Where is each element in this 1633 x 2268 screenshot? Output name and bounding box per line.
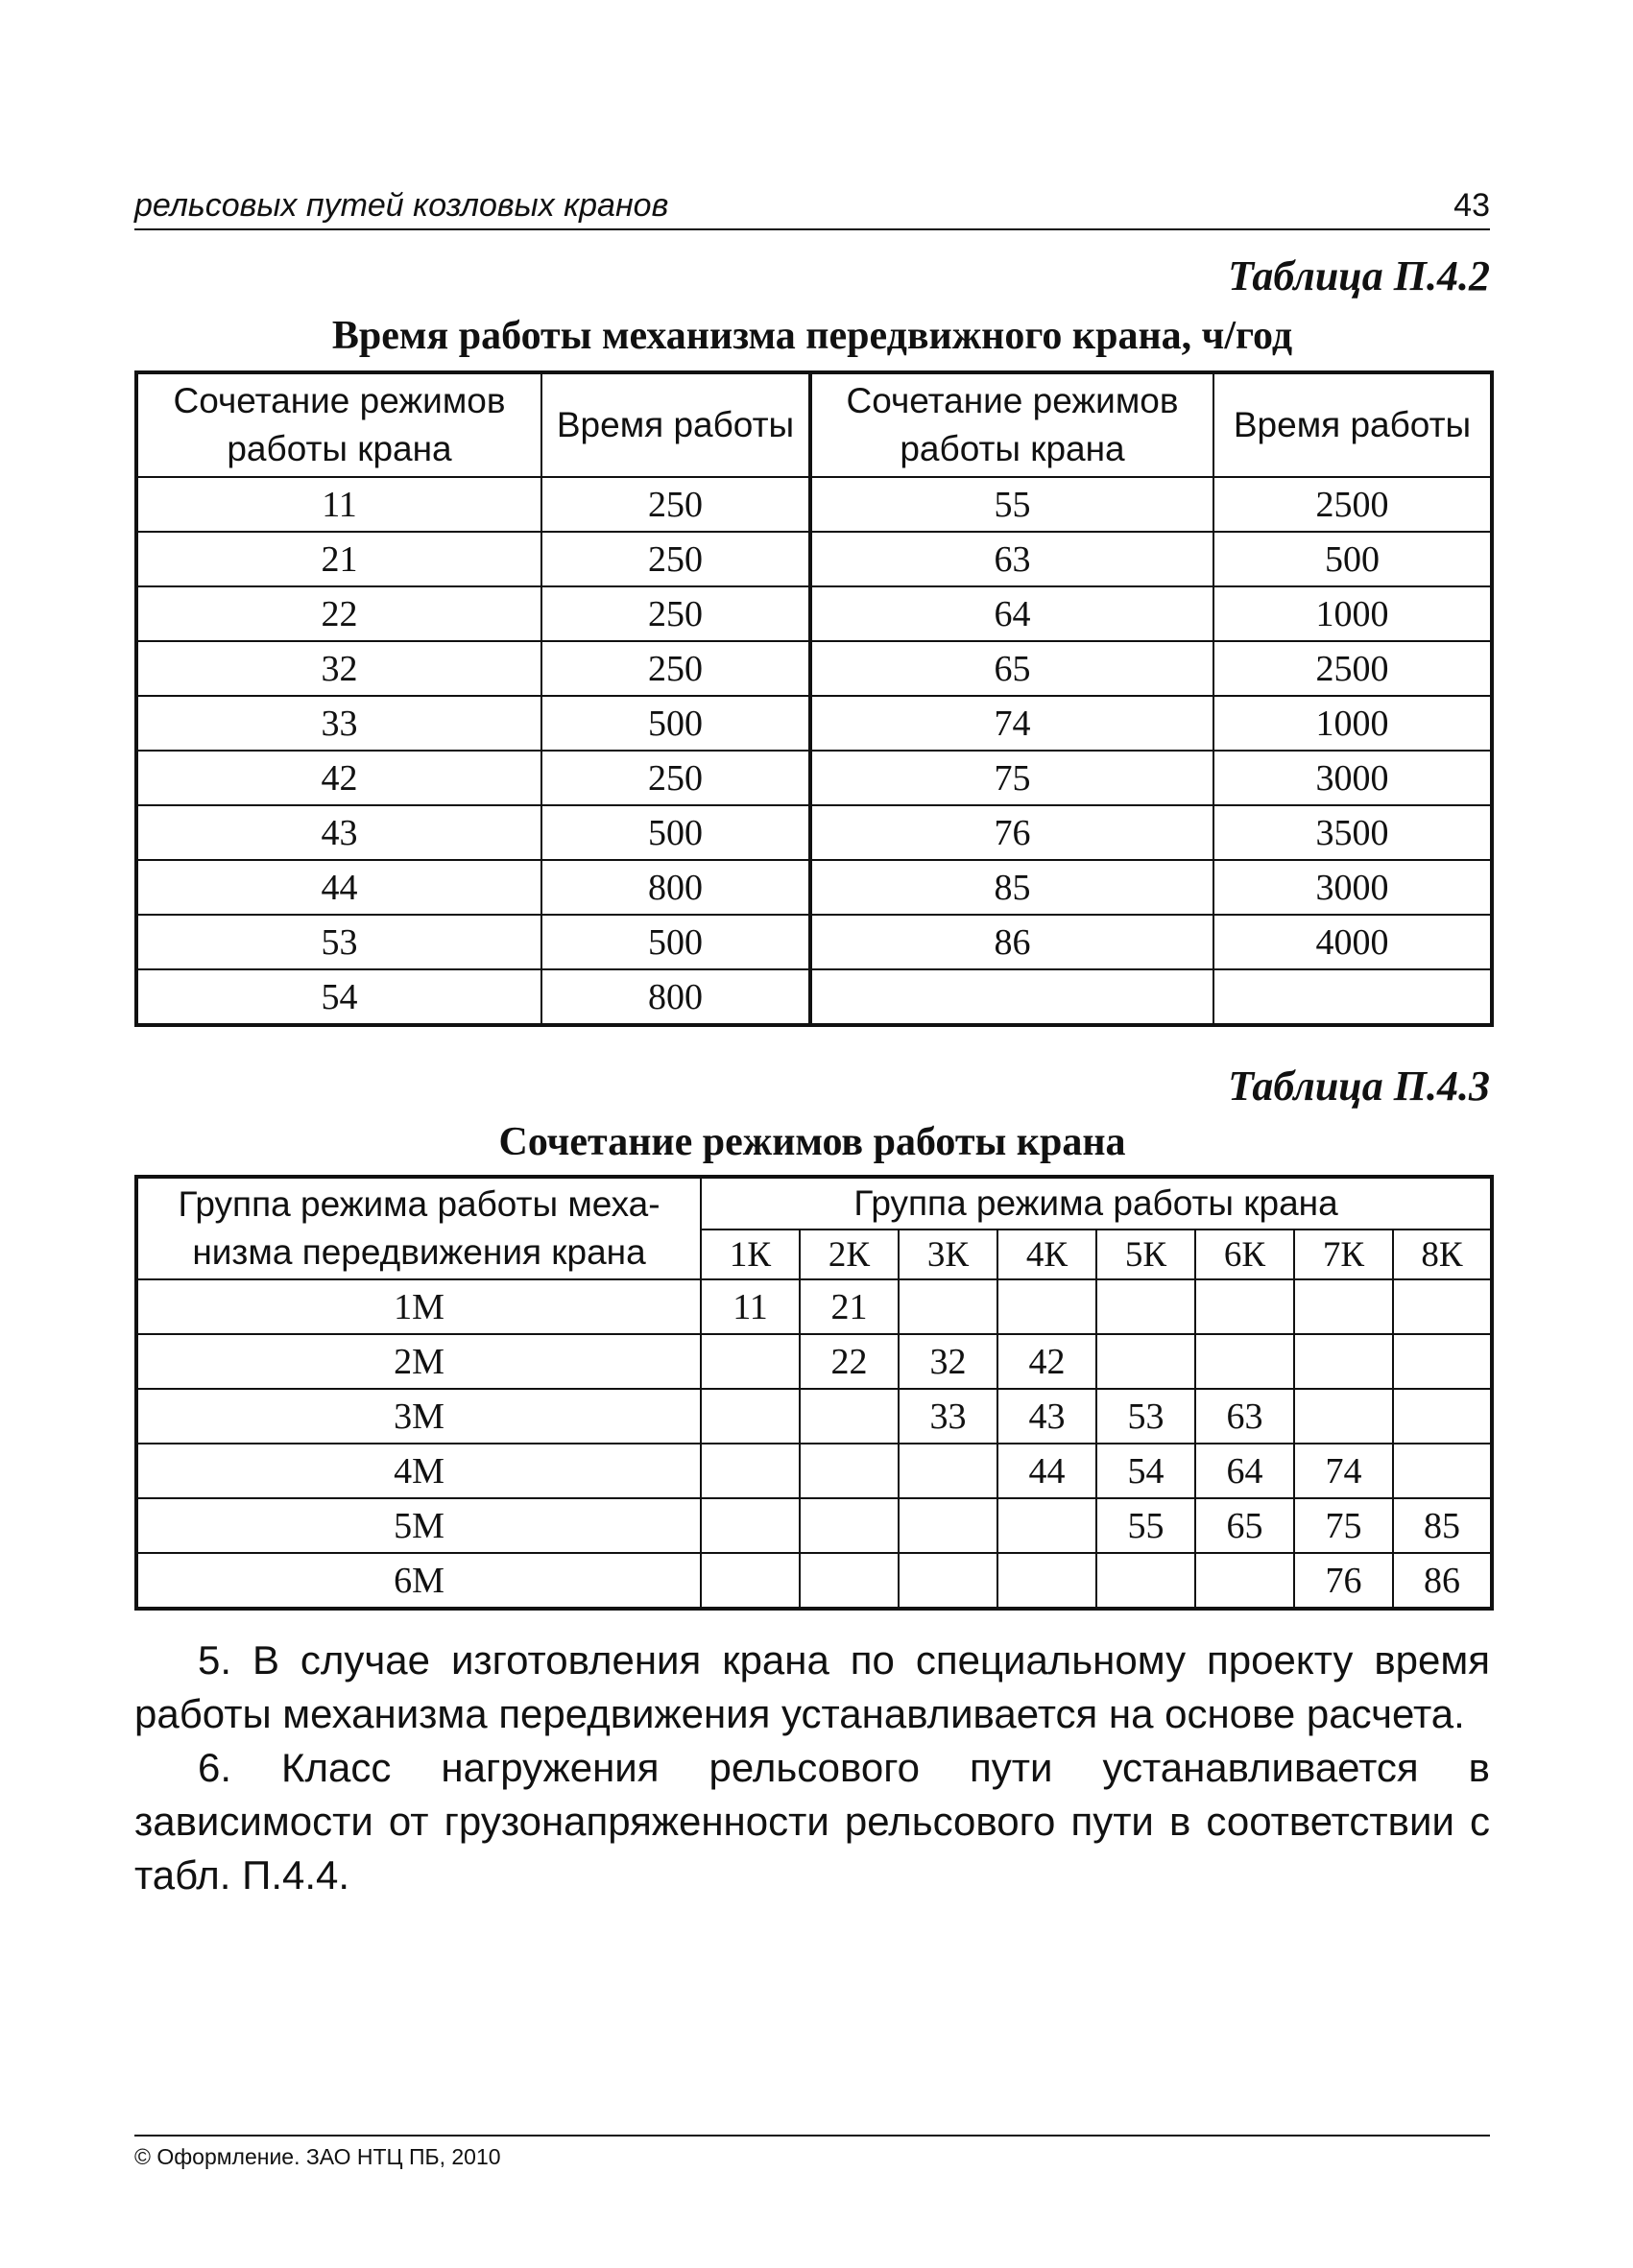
table-cell [800, 1389, 899, 1444]
table-cell: 800 [541, 860, 810, 915]
table-cell: 2500 [1213, 641, 1492, 696]
table-cell: 44 [136, 860, 541, 915]
table-cell: 250 [541, 641, 810, 696]
table-cell [800, 1444, 899, 1498]
table-cell [997, 1279, 1096, 1334]
table-cell: 21 [136, 532, 541, 586]
table-cell: 4М [136, 1444, 701, 1498]
table-cell: 1М [136, 1279, 701, 1334]
table-cell [997, 1553, 1096, 1609]
table-row [136, 1389, 1492, 1444]
header-cell: Время работы [1213, 372, 1492, 477]
table-4-3-caption: Сочетание режимов работы крана [498, 1120, 1126, 1164]
table-cell [899, 1279, 997, 1334]
table-cell [1294, 1389, 1393, 1444]
table-row [136, 915, 1492, 969]
table-cell: 11 [701, 1279, 800, 1334]
table-cell: 42 [997, 1334, 1096, 1389]
crane-group-cell: 1К [701, 1229, 800, 1279]
table-cell [1294, 1279, 1393, 1334]
crane-group-cell: 5К [1096, 1229, 1195, 1279]
table-4-2-caption: Время работы механизма передвижного крана, ч/год [331, 314, 1293, 358]
table-cell: 64 [1195, 1444, 1294, 1498]
table-cell [701, 1498, 800, 1553]
table-cell [1393, 1334, 1492, 1389]
table-row [136, 696, 1492, 751]
table-cell: 500 [541, 805, 810, 860]
table-cell [1096, 1553, 1195, 1609]
table-cell: 3000 [1213, 860, 1492, 915]
table-cell: 55 [1096, 1498, 1195, 1553]
table-row [136, 969, 1492, 1025]
table-cell: 250 [541, 477, 810, 532]
table-row [136, 532, 1492, 586]
table-cell: 33 [899, 1389, 997, 1444]
table-cell: 250 [541, 532, 810, 586]
crane-group-cell: 4К [997, 1229, 1096, 1279]
table-cell: 3000 [1213, 751, 1492, 805]
table-cell [1294, 1334, 1393, 1389]
table-cell: 32 [899, 1334, 997, 1389]
table-row [136, 1279, 1492, 1334]
table-cell: 76 [1294, 1553, 1393, 1609]
table-cell: 4000 [1213, 915, 1492, 969]
header-cell: Сочетание режимов работы крана [810, 372, 1213, 477]
table-cell: 43 [997, 1389, 1096, 1444]
table-cell: 3500 [1213, 805, 1492, 860]
table-row [136, 1334, 1492, 1389]
table-cell: 250 [541, 586, 810, 641]
table-4-3-label: Таблица П.4.3 [1228, 1062, 1490, 1110]
table-cell [1393, 1389, 1492, 1444]
table-cell: 3М [136, 1389, 701, 1444]
table-4-2 [134, 370, 1494, 1027]
table-cell: 63 [810, 532, 1213, 586]
table-row [136, 751, 1492, 805]
crane-group-cell: 8К [1393, 1229, 1492, 1279]
table-cell [800, 1498, 899, 1553]
table-cell: 43 [136, 805, 541, 860]
table-cell: 65 [1195, 1498, 1294, 1553]
table-cell: 74 [810, 696, 1213, 751]
running-header [134, 182, 1490, 230]
table-cell [1195, 1334, 1294, 1389]
table-cell: 500 [541, 915, 810, 969]
table-cell: 33 [136, 696, 541, 751]
table-row [136, 586, 1492, 641]
table-cell: 53 [1096, 1389, 1195, 1444]
table-cell: 86 [810, 915, 1213, 969]
table-cell [1213, 969, 1492, 1025]
table-cell [800, 1553, 899, 1609]
crane-group-cell: 2К [800, 1229, 899, 1279]
table-row [136, 1498, 1492, 1553]
paragraph: 6. Класс нагружения рельсового пути устанавливается в зависимости от грузонапряженности рельсового пути в соответствии с табл. П.4.4. [134, 1745, 1490, 1898]
table-cell [1393, 1279, 1492, 1334]
table-row [136, 805, 1492, 860]
table-cell: 64 [810, 586, 1213, 641]
crane-group-cell: 3К [899, 1229, 997, 1279]
table-cell [1096, 1334, 1195, 1389]
table-row [136, 860, 1492, 915]
crane-group-cell: 7К [1294, 1229, 1393, 1279]
table-cell: 54 [1096, 1444, 1195, 1498]
table-cell: 75 [810, 751, 1213, 805]
mechanism-group-header: Группа режима работы меха-низма передвижения крана [136, 1177, 701, 1279]
table-cell: 500 [1213, 532, 1492, 586]
table-cell [899, 1498, 997, 1553]
table-row [136, 641, 1492, 696]
table-cell [899, 1553, 997, 1609]
table-cell: 250 [541, 751, 810, 805]
table-cell: 21 [800, 1279, 899, 1334]
table-cell: 86 [1393, 1553, 1492, 1609]
table-cell: 500 [541, 696, 810, 751]
table-cell: 75 [1294, 1498, 1393, 1553]
table-cell: 22 [800, 1334, 899, 1389]
table-row [136, 477, 1492, 532]
header-cell: Сочетание режимов работы крана [136, 372, 541, 477]
table-4-3 [134, 1175, 1494, 1611]
table-cell: 2М [136, 1334, 701, 1389]
crane-group-header: Группа режима работы крана [701, 1177, 1492, 1229]
page-number: 43 [1453, 187, 1490, 224]
table-row [136, 1444, 1492, 1498]
header-cell: Время работы [541, 372, 810, 477]
table-cell [1195, 1553, 1294, 1609]
table-cell [1096, 1279, 1195, 1334]
footer-rule [134, 2135, 1490, 2137]
paragraph: 5. В случае изготовления крана по специальному проекту время работы механизма передвижения устанавливается на основе расчета. [134, 1637, 1490, 1736]
table-cell: 11 [136, 477, 541, 532]
table-cell: 800 [541, 969, 810, 1025]
table-cell [899, 1444, 997, 1498]
table-cell: 85 [1393, 1498, 1492, 1553]
table-cell: 65 [810, 641, 1213, 696]
footer-copyright: © Оформление. ЗАО НТЦ ПБ, 2010 [134, 2144, 501, 2169]
table-cell: 22 [136, 586, 541, 641]
table-4-2-header-row [136, 372, 1492, 477]
table-cell [810, 969, 1213, 1025]
table-cell [701, 1389, 800, 1444]
table-cell: 5М [136, 1498, 701, 1553]
table-cell [701, 1553, 800, 1609]
table-cell [701, 1334, 800, 1389]
table-cell: 54 [136, 969, 541, 1025]
table-cell: 53 [136, 915, 541, 969]
table-cell: 44 [997, 1444, 1096, 1498]
crane-group-cell: 6К [1195, 1229, 1294, 1279]
table-cell: 63 [1195, 1389, 1294, 1444]
table-cell [1393, 1444, 1492, 1498]
table-cell: 74 [1294, 1444, 1393, 1498]
table-cell: 32 [136, 641, 541, 696]
table-cell [701, 1444, 800, 1498]
table-4-2-label: Таблица П.4.2 [1228, 252, 1490, 299]
table-cell: 76 [810, 805, 1213, 860]
running-title: рельсовых путей козловых кранов [134, 187, 669, 224]
table-4-3-header-row [136, 1177, 1492, 1229]
table-row [136, 1553, 1492, 1609]
table-cell [1195, 1279, 1294, 1334]
table-cell: 55 [810, 477, 1213, 532]
table-cell: 2500 [1213, 477, 1492, 532]
table-cell: 1000 [1213, 586, 1492, 641]
table-cell [997, 1498, 1096, 1553]
body-text [134, 1634, 1490, 1902]
table-cell: 42 [136, 751, 541, 805]
table-cell: 6М [136, 1553, 701, 1609]
table-cell: 1000 [1213, 696, 1492, 751]
table-cell: 85 [810, 860, 1213, 915]
